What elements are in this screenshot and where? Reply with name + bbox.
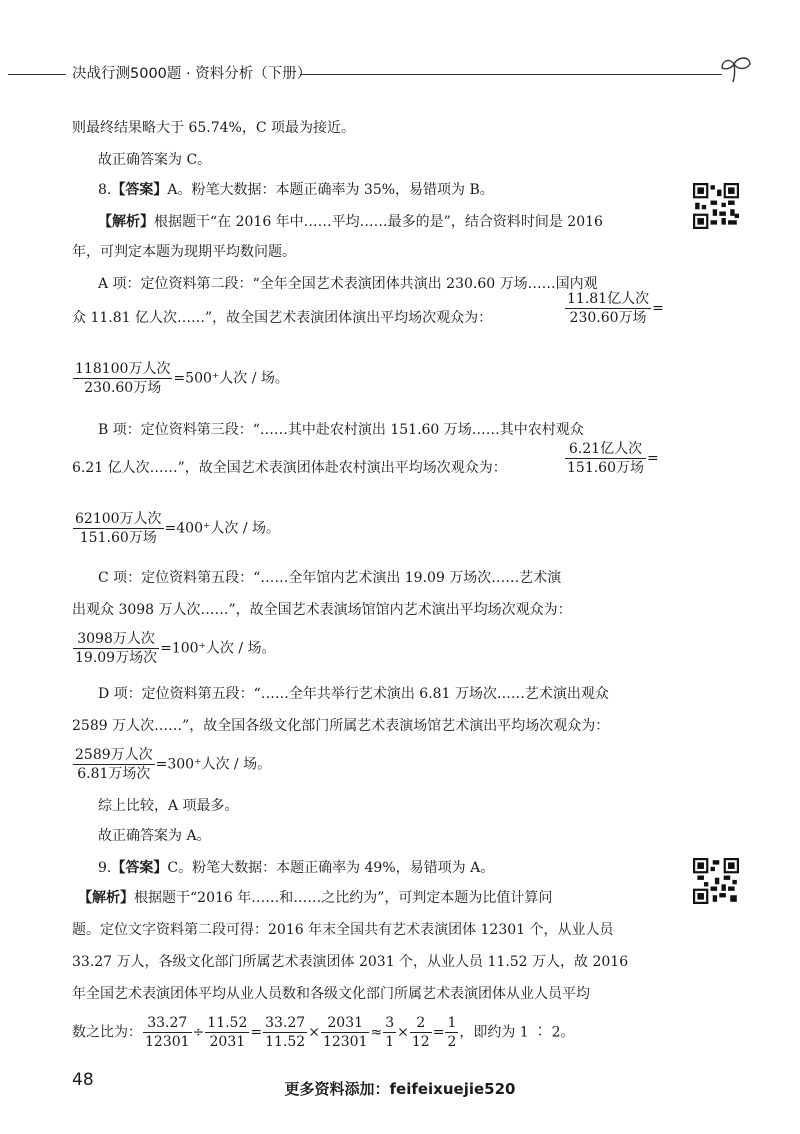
answer-line-9 [98, 858, 494, 878]
page-number: 48 [72, 1070, 94, 1090]
text-line: 年，可判定本题为现期平均数问题。 [72, 244, 296, 260]
text-line: 众 11.81 亿人次……”，故全国艺术表演团体演出平均场次观众为： $\frac{\text{11.81亿人次}}{\text{230.60万场}}$ = [72, 291, 664, 326]
text-line: 综上比较，A 项最多。 [98, 798, 239, 814]
answer-tag: 【答案】 [111, 860, 168, 876]
fraction-a2: $\frac{\text{118100万人次}}{\text{230.60万场}}$ =500⁺人次 / 场。 [75, 361, 289, 396]
text-line: 出观众 3098 万人次……”，故全国艺术表演场馆馆内艺术演出平均场次观众为： [72, 602, 572, 618]
text-line: D 项：定位资料第五段：“……全年共举行艺术演出 6.81 万场次……艺术演出观众 [98, 686, 609, 702]
text-line: 年全国艺术表演团体平均从业人员数和各级文化部门所属艺术表演团体从业人员平均 [72, 986, 590, 1002]
fraction-c: $\frac{\text{3098万人次}}{\text{19.09万场次}}$ =100⁺人次 / 场。 [75, 631, 276, 666]
header-title: 决战行测5000题 · 资料分析（下册） [72, 66, 312, 82]
analysis-line: 【解析】根据题干“在 2016 年中……平均……最多的是”，结合资料时间是 2016 [98, 214, 603, 230]
text-line: C 项：定位资料第五段：“……全年馆内艺术演出 19.09 万场次……艺术演 [98, 570, 562, 586]
text-line: 题。定位文字资料第二段可得：2016 年末全国共有艺术表演团体 12301 个，从业人员 [72, 922, 614, 938]
header-rule-right [300, 74, 722, 75]
footer-note: 更多资料添加：feifeixuejie520 [284, 1080, 516, 1098]
text-line: 2589 万人次……”，故全国各级文化部门所属艺术表演场馆艺术演出平均场次观众为： [72, 718, 610, 734]
answer-line-8 [98, 180, 494, 200]
leaf-icon [718, 54, 754, 84]
fraction-d: $\frac{\text{2589万人次}}{\text{6.81万场次}}$ =300⁺人次 / 场。 [75, 747, 272, 782]
text-line: B 项：定位资料第三段：“……其中赴农村演出 151.60 万场……其中农村观众 [98, 422, 584, 438]
running-header [0, 60, 800, 90]
fraction-a1: $\frac{\text{11.81亿人次}}{\text{230.60万场}}$ = [567, 291, 664, 326]
question-number: 9. [98, 860, 112, 876]
qr-code-icon [693, 183, 739, 229]
answer-text: C。粉笔大数据：本题正确率为 49%，易错项为 A。 [167, 860, 495, 876]
question-number: 8. [98, 182, 112, 198]
text-line: A 项：定位资料第二段：“全年全国艺术表演团体共演出 230.60 万场……国内观 [98, 276, 598, 292]
analysis-tag: 【解析】 [98, 214, 154, 230]
header-rule-left [8, 74, 66, 75]
text-line: 故正确答案为 A。 [98, 828, 211, 844]
ratio-calculation: 数之比为： $\frac{33.27}{12301}$ ÷ $\frac{11.52}{2031}$ = $\frac{33.27}{11.52}$ × $\frac{2031}{12301}$ ≈ $\frac{3}{1}$ × $\frac{2}{12}$ = $\frac{1}{2}$ ，即约为 1 ∶ 2。 [72, 1015, 575, 1050]
qr-code-icon [693, 858, 739, 904]
fraction-b2: $\frac{\text{62100万人次}}{\text{151.60万场}}$ =400⁺人次 / 场。 [75, 511, 281, 546]
fraction-b1: $\frac{\text{6.21亿人次}}{\text{151.60万场}}$ = [567, 441, 659, 476]
analysis-line: 【解析】根据题干“2016 年……和……之比约为”，可判定本题为比值计算问 [78, 890, 553, 906]
text-line: 故正确答案为 C。 [98, 152, 212, 168]
answer-tag: 【答案】 [111, 182, 168, 198]
answer-text: A。粉笔大数据：本题正确率为 35%，易错项为 B。 [167, 182, 494, 198]
analysis-tag: 【解析】 [78, 890, 134, 906]
text-line: 则最终结果略大于 65.74%，C 项最为接近。 [72, 120, 355, 136]
text-line: 33.27 万人，各级文化部门所属艺术表演团体 2031 个，从业人员 11.52 万人，故 2016 [72, 954, 629, 970]
text-line: 6.21 亿人次……”，故全国艺术表演团体赴农村演出平均场次观众为： $\frac{\text{6.21亿人次}}{\text{151.60万场}}$ = [72, 441, 659, 476]
